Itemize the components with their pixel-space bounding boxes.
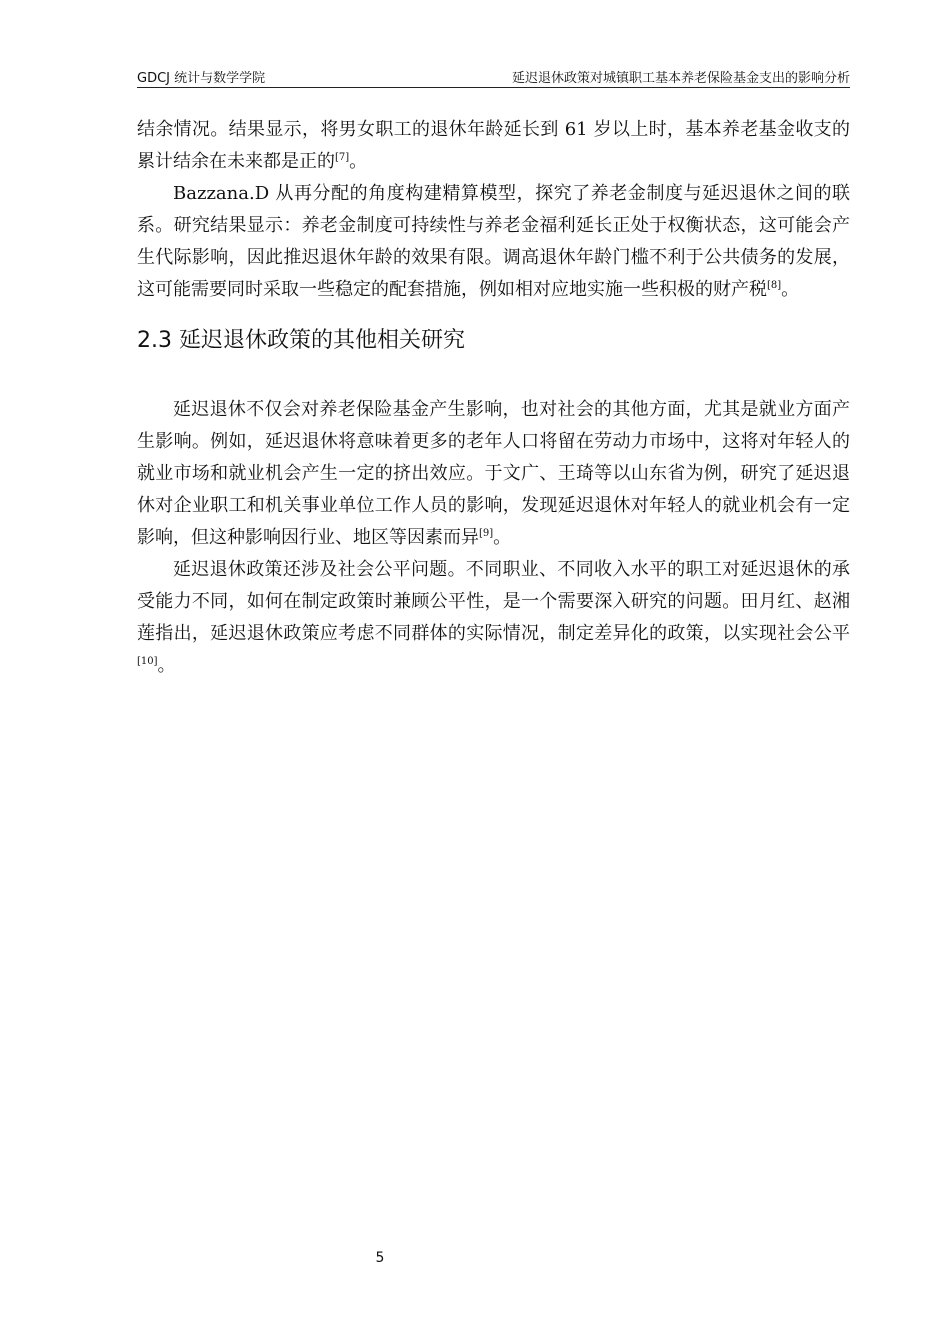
paragraph-continued (137, 114, 850, 178)
page-number: 5 (375, 1250, 385, 1266)
header-title: 延迟退休政策对城镇职工基本养老保险基金支出的影响分析 (511, 71, 850, 86)
paragraph-text: 延迟退休政策还涉及社会公平问题。不同职业、不同收入水平的职工对延迟退休的承受能力不同，如何在制定政策时兼顾公平性，是一个需要深入研究的问题。田月红、赵湘莲指出，延迟退休政策应考虑不同群体的实际情况，制定差异化的政策，以实现社会公平 (137, 559, 850, 644)
section-heading: 2.3 延迟退休政策的其他相关研究 (137, 328, 465, 353)
paragraph-end: 。 (349, 151, 368, 172)
paragraph-text: 延迟退休不仅会对养老保险基金产生影响，也对社会的其他方面，尤其是就业方面产生影响。例如，延迟退休将意味着更多的老年人口将留在劳动力市场中，这将对年轻人的就业市场和就业机会产生一定的挤出效应。于文广、王琦等以山东省为例，研究了延迟退休对企业职工和机关事业单位工作人员的影响，发现延迟退休对年轻人的就业机会有一定影响，但这种影响因行业、地区等因素而异 (137, 399, 850, 548)
paragraph-fairness (137, 554, 850, 682)
paragraph-end: 。 (157, 655, 176, 676)
paragraph-employment (137, 394, 850, 554)
header-institution: GDCJ 统计与数学学院 (137, 71, 266, 86)
running-header (137, 67, 850, 88)
body-text (137, 114, 850, 682)
citation-ref: [10] (137, 656, 158, 667)
citation-ref: [8] (767, 280, 782, 291)
citation-ref: [7] (335, 152, 350, 163)
paragraph-end: 。 (781, 279, 800, 300)
paragraph-text: 结余情况。结果显示，将男女职工的退休年龄延长到 61 岁以上时，基本养老基金收支的累计结余在未来都是正的 (137, 119, 850, 172)
citation-ref: [9] (479, 528, 494, 539)
paragraph-bazzana (137, 178, 850, 306)
paragraph-end: 。 (493, 527, 512, 548)
paragraph-text: Bazzana.D 从再分配的角度构建精算模型，探究了养老金制度与延迟退休之间的联系。研究结果显示：养老金制度可持续性与养老金福利延长正处于权衡状态，这可能会产生代际影响，因此推迟退休年龄的效果有限。调高退休年龄门槛不利于公共债务的发展，这可能需要同时采取一些稳定的配套措施，例如相对应地实施一些积极的财产税 (137, 183, 850, 300)
